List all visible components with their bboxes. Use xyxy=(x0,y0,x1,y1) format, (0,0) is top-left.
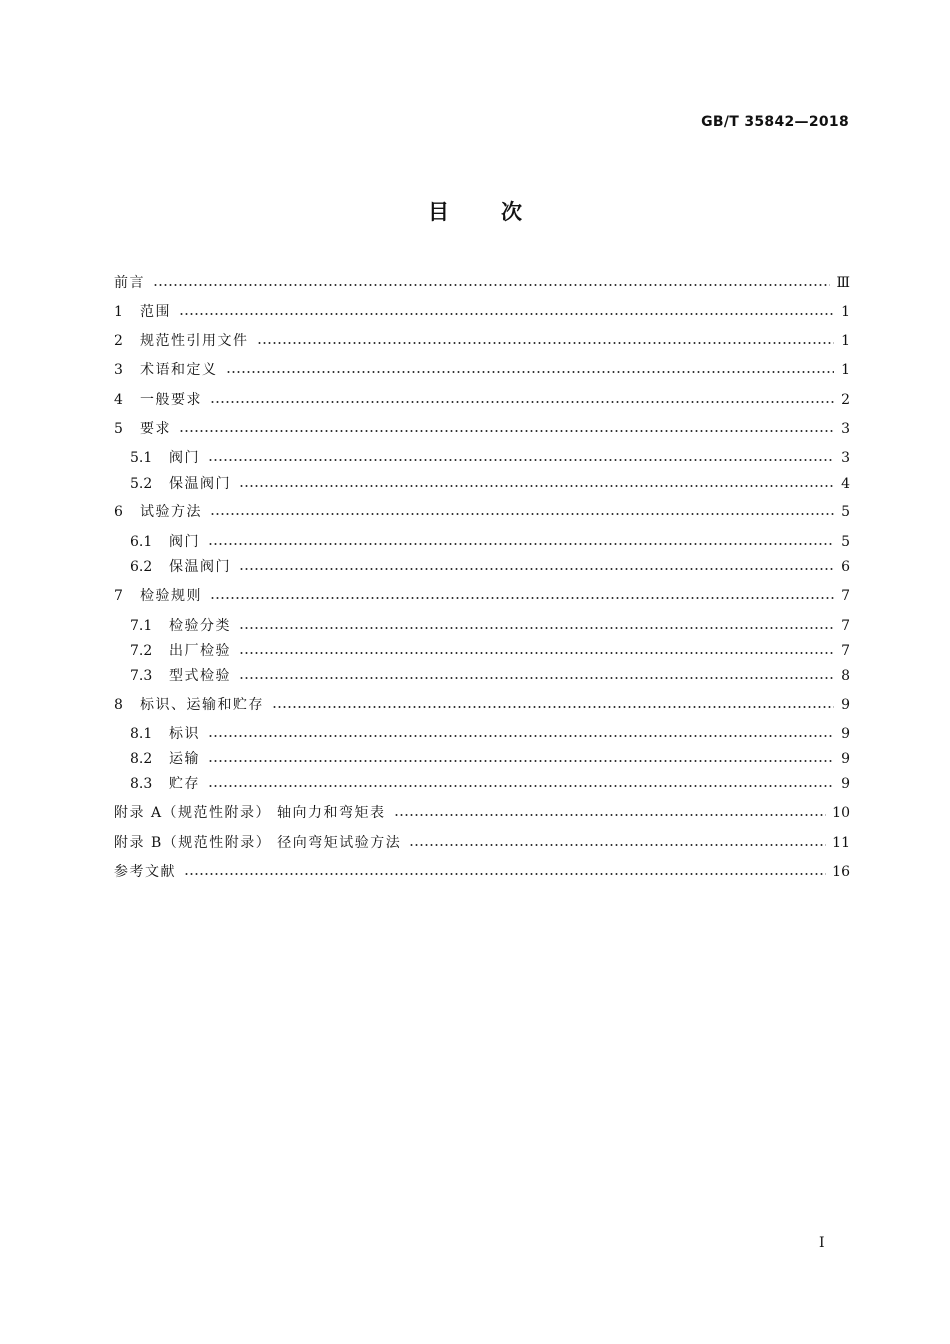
toc-entry-label: 参考文献 xyxy=(114,864,176,880)
toc-entry-page: 10 xyxy=(832,805,850,821)
dot-leader xyxy=(208,735,834,737)
toc-entry[interactable] xyxy=(130,721,850,747)
toc-entry[interactable] xyxy=(114,859,850,885)
toc-entry-page: 1 xyxy=(841,304,850,320)
toc-entry-page: 5 xyxy=(841,534,850,550)
dot-leader xyxy=(239,677,834,679)
dot-leader xyxy=(239,627,834,629)
toc-entry[interactable] xyxy=(130,529,850,555)
toc-entry-page: 2 xyxy=(841,392,850,408)
toc-entry-label: 阀门 xyxy=(169,450,200,466)
toc-entry-page: 9 xyxy=(841,697,850,713)
toc-entry-label: 保温阀门 xyxy=(169,559,231,575)
toc-entry[interactable] xyxy=(114,692,850,718)
toc-entry-label: 保温阀门 xyxy=(169,476,231,492)
toc-entry-page: 1 xyxy=(841,333,850,349)
page-title: 目次 xyxy=(428,200,574,224)
toc-entry[interactable] xyxy=(130,746,850,772)
toc-entry-page: 9 xyxy=(841,751,850,767)
toc-entry[interactable] xyxy=(114,800,850,826)
toc-entry-page: 7 xyxy=(841,643,850,659)
dot-leader xyxy=(210,513,834,515)
standard-code: GB/T 35842—2018 xyxy=(701,114,849,130)
toc-entry-label: 范围 xyxy=(140,304,171,320)
toc-entry-number: 8.1 xyxy=(130,726,153,742)
toc-entry-label: 型式检验 xyxy=(169,668,231,684)
toc-entry[interactable] xyxy=(130,554,850,580)
toc-entry-number: 3 xyxy=(114,362,123,378)
toc-entry-number: 2 xyxy=(114,333,123,349)
toc-entry-page: 3 xyxy=(841,450,850,466)
dot-leader xyxy=(184,873,826,875)
toc-entry-number: 6.2 xyxy=(130,559,153,575)
toc-entry-label: 术语和定义 xyxy=(140,362,218,378)
toc-entry-page: 16 xyxy=(832,864,850,880)
dot-leader xyxy=(239,652,834,654)
toc-entry[interactable] xyxy=(114,328,850,354)
dot-leader xyxy=(208,543,834,545)
toc-entry-label: 要求 xyxy=(140,421,171,437)
dot-leader xyxy=(226,371,835,373)
dot-leader xyxy=(179,313,834,315)
toc-entry-page: 7 xyxy=(841,588,850,604)
toc-entry-page: 8 xyxy=(841,668,850,684)
toc-entry-label: 标识、运输和贮存 xyxy=(140,697,264,713)
toc-entry-label: 运输 xyxy=(169,751,200,767)
toc-entry-number: 5.2 xyxy=(130,476,153,492)
toc-entry-page: Ⅲ xyxy=(836,275,850,291)
toc-entry-label: 附录 A（规范性附录） 轴向力和弯矩表 xyxy=(114,805,386,821)
toc-entry-number: 8.3 xyxy=(130,776,153,792)
dot-leader xyxy=(208,785,834,787)
toc-entry-number: 7.2 xyxy=(130,643,153,659)
toc-entry-page: 9 xyxy=(841,776,850,792)
toc-entry[interactable] xyxy=(114,357,850,383)
dot-leader xyxy=(179,430,834,432)
toc-entry-label: 贮存 xyxy=(169,776,200,792)
dot-leader xyxy=(239,485,834,487)
toc-entry-label: 试验方法 xyxy=(140,504,202,520)
toc-entry[interactable] xyxy=(114,270,850,296)
toc-entry[interactable] xyxy=(114,387,850,413)
toc-entry[interactable] xyxy=(114,583,850,609)
toc-entry[interactable] xyxy=(130,445,850,471)
toc-entry-page: 3 xyxy=(841,421,850,437)
dot-leader xyxy=(208,760,834,762)
toc-entry-number: 7.3 xyxy=(130,668,153,684)
dot-leader xyxy=(208,459,834,461)
toc-entry[interactable] xyxy=(114,830,850,856)
toc-entry[interactable] xyxy=(130,471,850,497)
toc-entry[interactable] xyxy=(114,299,850,325)
toc-entry[interactable] xyxy=(130,613,850,639)
toc-entry-label: 标识 xyxy=(169,726,200,742)
toc-entry-label: 检验分类 xyxy=(169,618,231,634)
toc-entry[interactable] xyxy=(130,663,850,689)
dot-leader xyxy=(153,284,830,286)
dot-leader xyxy=(409,844,826,846)
toc-entry-number: 8 xyxy=(114,697,123,713)
toc-entry-number: 5.1 xyxy=(130,450,153,466)
toc-entry[interactable] xyxy=(130,771,850,797)
dot-leader xyxy=(394,814,827,816)
toc-entry-number: 7 xyxy=(114,588,123,604)
dot-leader xyxy=(210,401,834,403)
toc-entry-number: 6 xyxy=(114,504,123,520)
toc-entry-page: 6 xyxy=(841,559,850,575)
toc-entry-page: 5 xyxy=(841,504,850,520)
toc-entry-page: 9 xyxy=(841,726,850,742)
toc-entry-number: 4 xyxy=(114,392,123,408)
toc-entry-number: 5 xyxy=(114,421,123,437)
toc-entry-label: 一般要求 xyxy=(140,392,202,408)
toc-entry-page: 4 xyxy=(841,476,850,492)
dot-leader xyxy=(239,568,834,570)
toc-entry-page: 7 xyxy=(841,618,850,634)
toc-entry-label: 前言 xyxy=(114,275,145,291)
toc-entry-number: 7.1 xyxy=(130,618,153,634)
toc-entry[interactable] xyxy=(130,638,850,664)
toc-entry-page: 1 xyxy=(841,362,850,378)
dot-leader xyxy=(272,706,834,708)
dot-leader xyxy=(210,597,834,599)
toc-entry-label: 检验规则 xyxy=(140,588,202,604)
toc-entry[interactable] xyxy=(114,499,850,525)
toc-entry-label: 阀门 xyxy=(169,534,200,550)
toc-entry-number: 6.1 xyxy=(130,534,153,550)
toc-entry-label: 规范性引用文件 xyxy=(140,333,249,349)
toc-entry-label: 出厂检验 xyxy=(169,643,231,659)
toc-entry-page: 11 xyxy=(832,835,850,851)
dot-leader xyxy=(257,342,835,344)
toc-entry-label: 附录 B（规范性附录） 径向弯矩试验方法 xyxy=(114,835,402,851)
toc-entry[interactable] xyxy=(114,416,850,442)
page-number: I xyxy=(819,1235,825,1251)
toc-entry-number: 1 xyxy=(114,304,123,320)
toc-entry-number: 8.2 xyxy=(130,751,153,767)
